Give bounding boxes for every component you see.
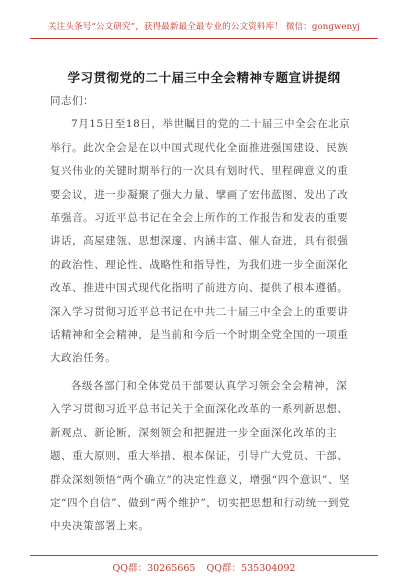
document-title: 学习贯彻党的二十届三中全会精神专题宣讲提纲 <box>67 70 341 85</box>
paragraph-2: 各级各部门和全体党员干部要认真学习领会全会精神，深入学习贯彻习近平总书记关于全面深化改革的一系列新思想、新观点、新论断，深刻领会和把握进一步全面深化改革的主题、重大原则、重大举措、根本保证，引导广大党员、干部、群众深刻领悟“两个确立”的决定性意义，增强“四个意识”、坚定“四个自信”、做到“两个维护”，切实把思想和行动统一到党中央决策部署上来。 <box>50 379 350 533</box>
header-banner: 关注头条号“公文研究”，获得最新最全最专业的公文资料库！ 微信：gongwenyj <box>47 22 361 32</box>
footer <box>30 560 378 574</box>
paragraph-1: 7月15日至18日，举世瞩目的党的二十届三中全会在北京举行。此次全会是在以中国式现代化全面推进强国建设、民族复兴伟业的关键时期举行的一次具有划时代、里程碑意义的重要会议，进一步凝聚了强大力量、擘画了宏伟蓝图、发出了改革强音。习近平总书记在全会上所作的工作报告和发表的重要讲话，高屋建瓴、思想深邃、内涵丰富、催人奋进，具有很强的政治性、理论性、战略性和指导性，为我们进一步全面深化改革、推进中国式现代化指明了前进方向、提供了根本遵循。深入学习贯彻习近平总书记在中共二十届三中全会上的重要讲话精神和全会精神，是当前和今后一个时期全党全国的一项重大政治任务。 <box>50 118 351 365</box>
header-divider <box>30 38 378 39</box>
footer-qq-group-2: QQ群：535304092 <box>206 563 296 574</box>
footer-divider <box>30 555 378 556</box>
footer-qq-group-1: QQ群：30265665 <box>112 563 196 574</box>
salutation: 同志们： <box>50 95 95 107</box>
document-body <box>50 90 358 539</box>
